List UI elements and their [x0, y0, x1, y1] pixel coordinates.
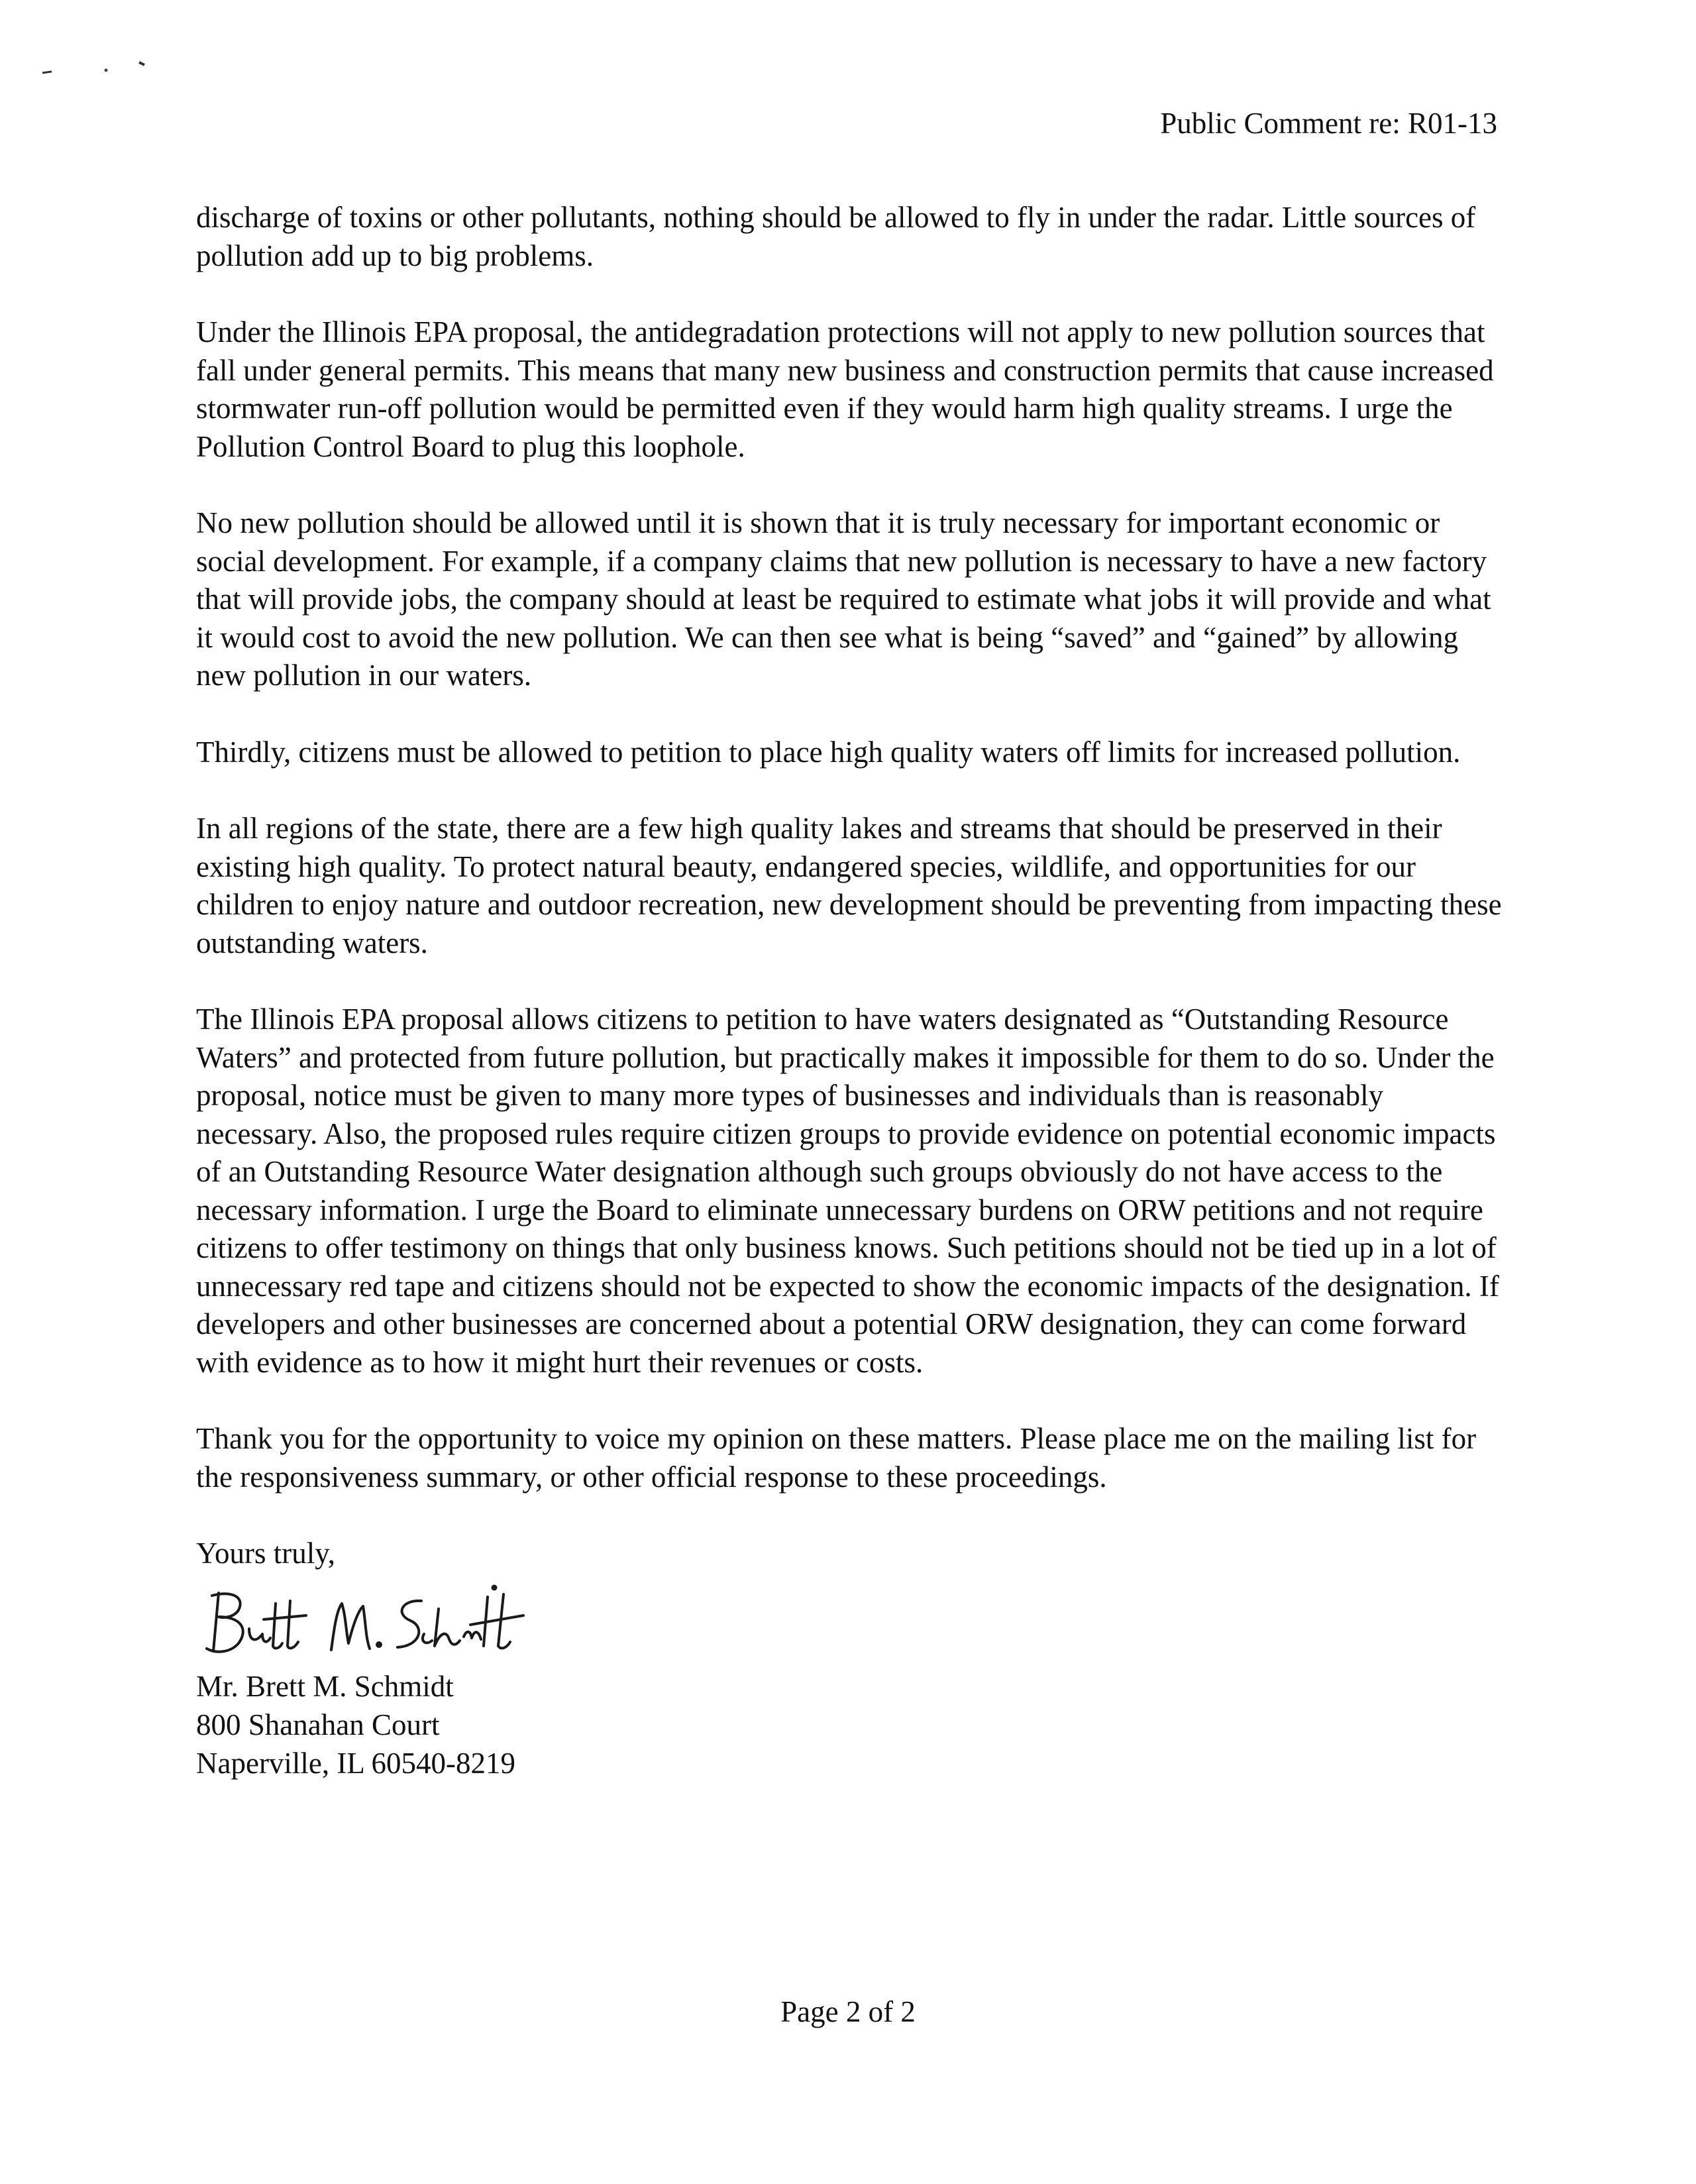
signature-strokes [207, 1586, 523, 1651]
page-header: Public Comment re: R01-13 [1160, 107, 1497, 140]
sender-street: 800 Shanahan Court [196, 1708, 440, 1741]
paragraph: Under the Illinois EPA proposal, the antidegradation protections will not apply to new pollution sources that fall under general permits. This means that many new business and construction permits that cause increased stormwater run-off pollution would be permitted even if they would harm high quality streams. I urge the Pollution Control Board to plug this loophole. [196, 315, 1494, 463]
sender-address [196, 1667, 1508, 1782]
paragraph: Thirdly, citizens must be allowed to petition to place high quality waters off limits for increased pollution. [196, 735, 1461, 769]
signature-icon [192, 1577, 563, 1663]
letter-body [196, 199, 1508, 1782]
page-number: Page 2 of 2 [780, 1995, 916, 2028]
paragraph: In all regions of the state, there are a few high quality lakes and streams that should be preserved in their existing high quality. To protect natural beauty, endangered species, wildlife, and opportunities for our children to enjoy nature and outdoor recreation, new development should be preventing from impacting these outstanding waters. [196, 812, 1502, 959]
closing: Yours truly, [196, 1537, 336, 1570]
sender-city: Naperville, IL 60540-8219 [196, 1746, 515, 1780]
paragraph: Thank you for the opportunity to voice my opinion on these matters. Please place me on the mailing list for the responsiveness summary, or other official response to these proceedings. [196, 1422, 1477, 1494]
paragraph: discharge of toxins or other pollutants, nothing should be allowed to fly in under the radar. Little sources of pollution add up to big problems. [196, 201, 1476, 272]
scan-specks [40, 53, 159, 80]
paragraph: The Illinois EPA proposal allows citizens to petition to have waters designated as “Outstanding Resource Waters” and protected from future pollution, but practically makes it impossible for them to do so. Under the proposal, notice must be given to many more types of businesses and individuals than is reasonably necessary. Also, the proposed rules require citizen groups to provide evidence on potential economic impacts of an Outstanding Resource Water designation although such groups obviously do not have access to the necessary information. I urge the Board to eliminate unnecessary burdens on ORW petitions and not require citizens to offer testimony on things that only business knows. Such petitions should not be tied up in a lot of unnecessary red tape and citizens should not be expected to show the economic impacts of the designation. If developers and other businesses are concerned about a potential ORW designation, they can come forward with evidence as to how it might hurt their revenues or costs. [196, 1003, 1499, 1379]
sender-name: Mr. Brett M. Schmidt [196, 1669, 454, 1703]
paragraph: No new pollution should be allowed until it is shown that it is truly necessary for important economic or social development. For example, if a company claims that new pollution is necessary to have a new factory that will provide jobs, the company should at least be required to estimate what jobs it will provide and what it would cost to avoid the new pollution. We can then see what is being “saved” and “gained” by allowing new pollution in our waters. [196, 506, 1491, 692]
